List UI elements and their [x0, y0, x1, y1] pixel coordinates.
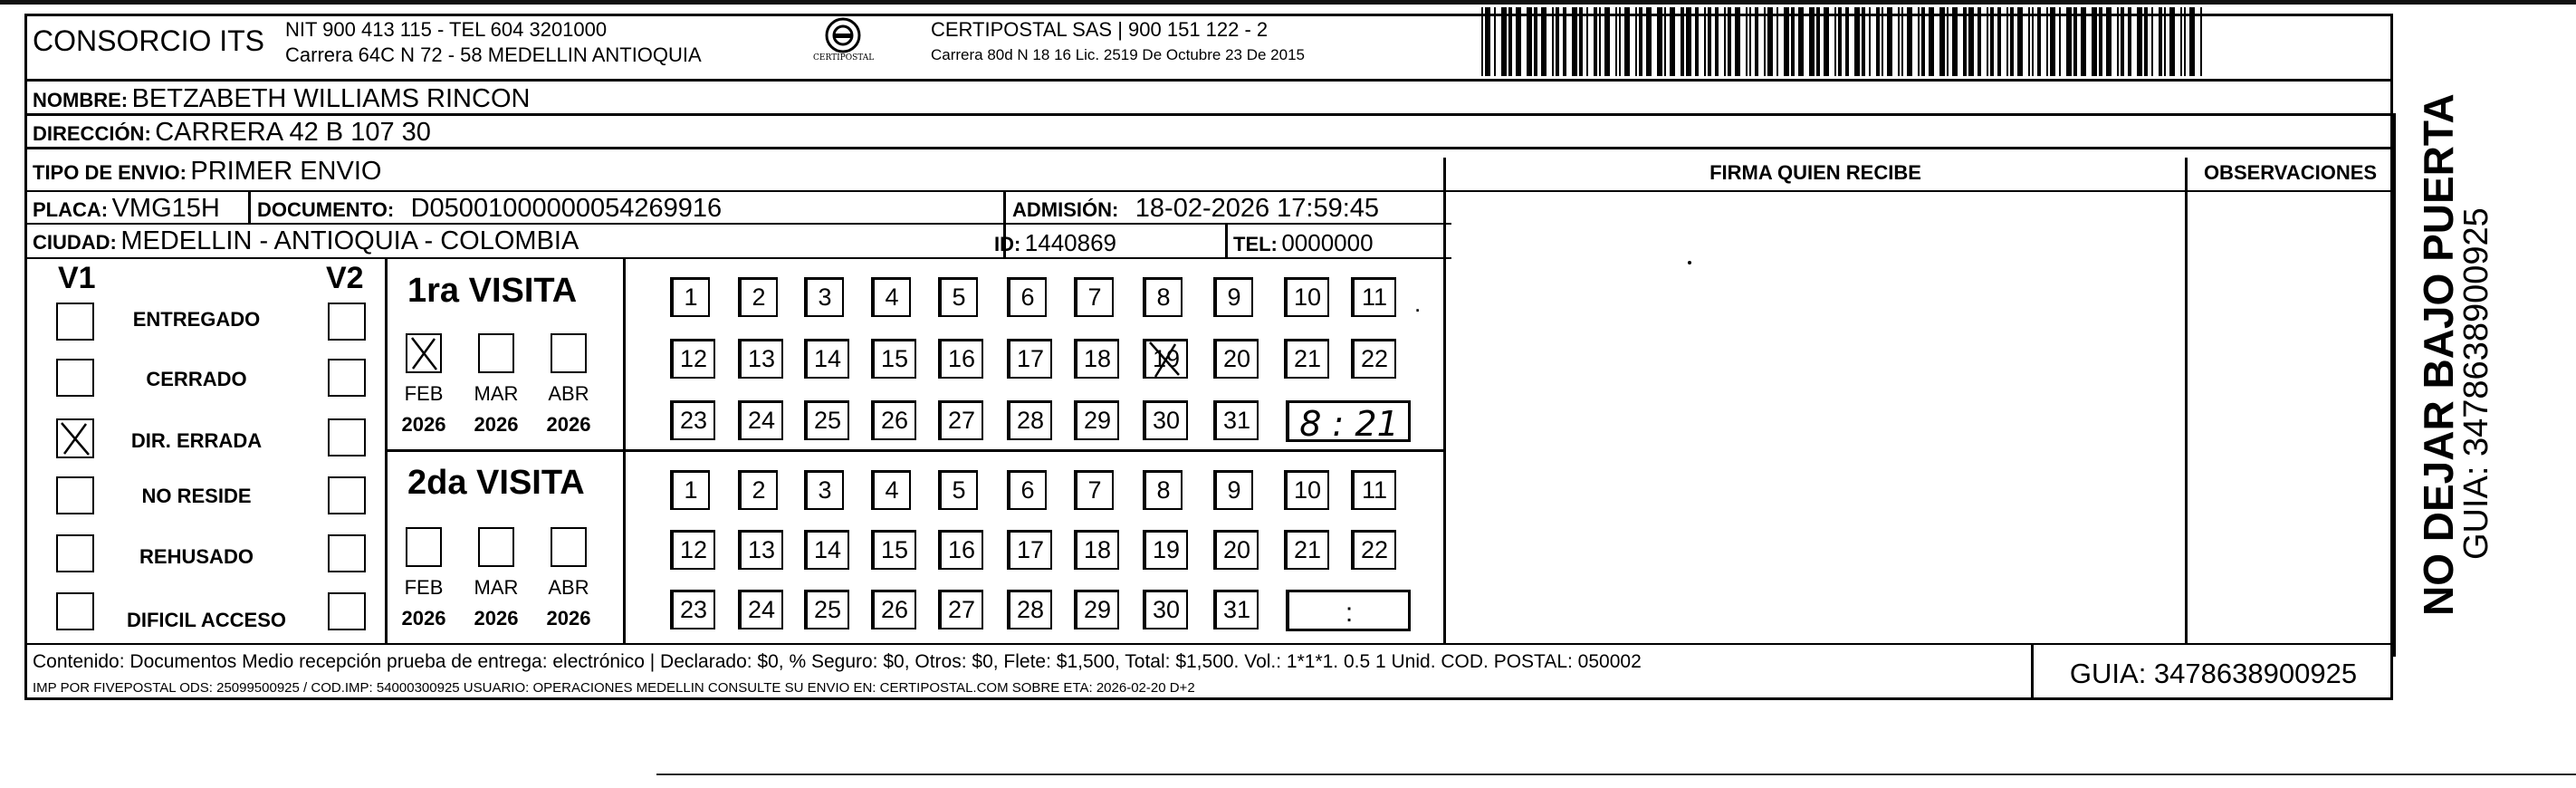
- visit-2-month-feb-checkbox[interactable]: [406, 527, 442, 567]
- barcode-bar: [2081, 7, 2086, 76]
- visit-2-day-3[interactable]: 3: [804, 470, 844, 510]
- barcode-bar: [1563, 7, 1566, 76]
- barcode-bar: [1968, 7, 1974, 76]
- barcode-bar: [1541, 7, 1547, 76]
- documento-value: D05001000000054269916: [410, 194, 723, 223]
- visit-1-day-6[interactable]: 6: [1007, 277, 1047, 317]
- row-line: [24, 79, 2393, 82]
- row-line: [24, 147, 2393, 149]
- visit-1-day-3[interactable]: 3: [804, 277, 844, 317]
- v2-checkbox-dir-errada[interactable]: [328, 418, 366, 456]
- barcode-bar: [1724, 7, 1726, 76]
- visit-1-month-mar: MAR: [474, 382, 519, 405]
- status-label: NO RESIDE: [141, 485, 252, 507]
- day-mark-icon: [1143, 339, 1188, 379]
- visit-2-month-mar-checkbox[interactable]: [478, 527, 514, 567]
- barcode-bar: [1728, 7, 1731, 76]
- barcode-bar: [2066, 7, 2072, 76]
- v1-checkbox-dir-errada[interactable]: [56, 418, 94, 458]
- visit-2-day-5[interactable]: 5: [938, 470, 978, 510]
- tipo-envio-value: PRIMER ENVIO: [190, 157, 382, 186]
- status-label: CERRADO: [146, 368, 247, 390]
- visit-1-day-30[interactable]: 30: [1143, 400, 1188, 440]
- visit-1-day-18[interactable]: 18: [1074, 339, 1119, 379]
- v1-checkbox-rehusado[interactable]: [56, 534, 94, 572]
- barcode-bar: [1599, 7, 1601, 76]
- v1-label: V1: [58, 261, 96, 295]
- visit-1-day-4[interactable]: 4: [871, 277, 911, 317]
- v2-checkbox-rehusado[interactable]: [328, 534, 366, 572]
- visit-2-year-mar: 2026: [474, 607, 519, 629]
- barcode-bar: [1809, 7, 1815, 76]
- v1-checkbox-cerrado[interactable]: [56, 359, 94, 397]
- visit-2-day-1[interactable]: 1: [670, 470, 710, 510]
- visit-2-day-15[interactable]: 15: [871, 530, 916, 570]
- barcode-bar: [1764, 7, 1766, 76]
- barcode-bar: [1997, 7, 2001, 76]
- firma-header: FIRMA QUIEN RECIBE: [1709, 161, 1921, 184]
- visit-2-day-26[interactable]: 26: [871, 590, 916, 629]
- barcode-bar: [1776, 7, 1778, 76]
- v2-checkbox-no-reside[interactable]: [328, 476, 366, 514]
- barcode-bar: [2073, 7, 2077, 76]
- placa-value: VMG15H: [111, 194, 220, 223]
- v2-checkbox-entregado[interactable]: [328, 303, 366, 341]
- visit-1-day-26[interactable]: 26: [871, 400, 916, 440]
- barcode-bar: [2028, 7, 2030, 76]
- barcode-bar: [1594, 7, 1597, 76]
- visit-1-month-feb: FEB: [404, 382, 444, 405]
- barcode-bar: [1834, 7, 1836, 76]
- barcode-bar: [1494, 7, 1496, 76]
- barcode-bar: [2144, 7, 2148, 76]
- barcode-bar: [2200, 7, 2202, 76]
- barcode-bar: [1990, 7, 1994, 76]
- v2-label: V2: [326, 261, 364, 295]
- barcode-bar: [1556, 7, 1559, 76]
- barcode-bar: [1939, 7, 1945, 76]
- barcode-bar: [1646, 7, 1652, 76]
- cell-divider: [1225, 225, 1228, 259]
- company-address: Carrera 64C N 72 - 58 MEDELLIN ANTIOQUIA: [285, 43, 702, 66]
- courier-address: Carrera 80d N 18 16 Lic. 2519 De Octubre 23 De 2015: [931, 46, 1305, 63]
- visit-1-day-31[interactable]: 31: [1213, 400, 1259, 440]
- barcode-bar: [1907, 7, 1912, 76]
- visit-2-day-19[interactable]: 19: [1143, 530, 1188, 570]
- barcode-bar: [1845, 7, 1849, 76]
- barcode-bar: [2050, 7, 2055, 76]
- visit-1-day-28[interactable]: 28: [1007, 400, 1052, 440]
- visit-1-day-8[interactable]: 8: [1143, 277, 1183, 317]
- barcode-bar: [1615, 7, 1617, 76]
- visit-1-month-feb-checkbox[interactable]: [406, 333, 442, 373]
- barcode-bar: [2106, 7, 2112, 76]
- visit-2-month-feb: FEB: [404, 576, 444, 599]
- admision-label: ADMISIÓN:: [1012, 198, 1119, 221]
- barcode-bar: [1882, 7, 1883, 76]
- barcode-bar: [1887, 7, 1892, 76]
- v1-checkbox-dificil-acceso[interactable]: [56, 592, 94, 630]
- visit-2-day-21[interactable]: 21: [1284, 530, 1329, 570]
- barcode-bar: [1987, 7, 1988, 76]
- barcode-bar: [1816, 7, 1820, 76]
- visit-1-day-9[interactable]: 9: [1213, 277, 1253, 317]
- barcode-bar: [1534, 7, 1537, 76]
- barcode-bar: [2059, 7, 2061, 76]
- visit-1-day-11[interactable]: 11: [1351, 277, 1396, 317]
- barcode-bar: [1918, 7, 1920, 76]
- barcode-bar: [1704, 7, 1706, 76]
- barcode-bar: [1527, 7, 1532, 76]
- barcode-bar: [1901, 7, 1903, 76]
- barcode-bar: [2164, 7, 2166, 76]
- barcode-bar: [2017, 7, 2023, 76]
- status-label: DIFICIL ACCESO: [126, 609, 286, 631]
- certipostal-logo-icon: [813, 16, 873, 71]
- visit-1-day-15[interactable]: 15: [871, 339, 916, 379]
- barcode-bar: [1876, 7, 1880, 76]
- bottom-line: [656, 774, 2576, 775]
- barcode-bar: [2184, 7, 2186, 76]
- barcode-bar: [2099, 7, 2102, 76]
- barcode-bar: [1749, 7, 1751, 76]
- barcode-bar: [1604, 7, 1610, 76]
- row-line: [24, 643, 2393, 645]
- barcode-bar: [1824, 7, 1829, 76]
- visit-2-title: 2da VISITA: [407, 464, 585, 502]
- logo-text: CERTIPOSTAL: [813, 53, 875, 62]
- visit-2-month-mar: MAR: [474, 576, 519, 599]
- side-warning: NO DEJAR BAJO PUERTA: [2415, 93, 2462, 616]
- visit-2-day-28[interactable]: 28: [1007, 590, 1052, 629]
- documento-label: DOCUMENTO:: [257, 198, 395, 221]
- visit-1-day-10[interactable]: 10: [1284, 277, 1329, 317]
- barcode-bar: [2180, 7, 2182, 76]
- tel-label: TEL:: [1233, 233, 1278, 255]
- footer-guia-box: GUIA: 3478638900925: [2069, 658, 2358, 689]
- company-nit: NIT 900 413 115 - TEL 604 3201000: [285, 18, 608, 41]
- visit-2-day-4[interactable]: 4: [871, 470, 911, 510]
- row-line: [24, 190, 2393, 192]
- visit-1-dot: .: [1414, 290, 1422, 317]
- visit-2-time-box[interactable]: [1286, 590, 1411, 631]
- visit-1-month-mar-checkbox[interactable]: [478, 333, 514, 373]
- visit-2-day-8[interactable]: 8: [1143, 470, 1183, 510]
- column-divider: [1443, 158, 1446, 643]
- visit-2-year-feb: 2026: [401, 607, 446, 629]
- barcode-bar: [2169, 7, 2175, 76]
- visit-2-day-11[interactable]: 11: [1351, 470, 1396, 510]
- ciudad-label: CIUDAD:: [33, 231, 117, 254]
- certipostal-logo: [813, 16, 873, 71]
- direccion-value: CARRERA 42 B 107 30: [155, 118, 431, 147]
- barcode-bar: [1619, 7, 1621, 76]
- visit-1-day-5[interactable]: 5: [938, 277, 978, 317]
- barcode-bar: [2032, 7, 2034, 76]
- visit-2-day-2[interactable]: 2: [738, 470, 778, 510]
- barcode-bar: [1639, 7, 1642, 76]
- status-label: ENTREGADO: [132, 308, 261, 331]
- barcode-bar: [2121, 7, 2124, 76]
- visit-2-day-25[interactable]: 25: [804, 590, 849, 629]
- v2-checkbox-cerrado[interactable]: [328, 359, 366, 397]
- barcode-bar: [1481, 7, 1483, 76]
- visit-1-day-23[interactable]: 23: [670, 400, 715, 440]
- side-guia: GUIA: 3478638900925: [2457, 207, 2495, 560]
- visit-2-day-23[interactable]: 23: [670, 590, 715, 629]
- barcode-bar: [1695, 7, 1699, 76]
- barcode-bar: [1670, 7, 1675, 76]
- status-label: REHUSADO: [139, 545, 254, 568]
- barcode-bar: [2006, 7, 2008, 76]
- footer-print-line: IMP POR FIVEPOSTAL ODS: 25099500925 / COD.IMP: 54000300925 USUARIO: OPERACIONES MEDELLIN CONSULTE SU ENVIO EN: CERTIPOSTAL.COM SOBRE ETA: 2026-02-20 D+2: [33, 680, 1195, 696]
- visit-1-day-7[interactable]: 7: [1074, 277, 1114, 317]
- visit-2-day-10[interactable]: 10: [1284, 470, 1329, 510]
- column-divider: [2393, 113, 2396, 657]
- visit-1-year-feb: 2026: [401, 413, 446, 436]
- status-label: DIR. ERRADA: [130, 429, 263, 452]
- visit-1-year-abr: 2026: [546, 413, 591, 436]
- visit-1-title: 1ra VISITA: [407, 272, 578, 310]
- barcode-bar: [1572, 7, 1577, 76]
- barcode-bar: [1624, 7, 1630, 76]
- barcode-bar: [1735, 7, 1740, 76]
- visit-2-day-29[interactable]: 29: [1074, 590, 1119, 629]
- visit-1-time: 8 : 21: [1299, 404, 1399, 444]
- visit-1-day-14[interactable]: 14: [804, 339, 849, 379]
- visit-2-month-abr: ABR: [548, 576, 589, 599]
- barcode-bar: [1854, 7, 1860, 76]
- visit-2-day-6[interactable]: 6: [1007, 470, 1047, 510]
- visit-2-day-22[interactable]: 22: [1351, 530, 1396, 570]
- visit-2-day-20[interactable]: 20: [1213, 530, 1259, 570]
- barcode-bar: [2128, 7, 2131, 76]
- barcode-bar: [1862, 7, 1865, 76]
- visit-2-day-14[interactable]: 14: [804, 530, 849, 570]
- barcode-bar: [1755, 7, 1758, 76]
- barcode-bar: [1921, 7, 1925, 76]
- barcode-bar: [1586, 7, 1588, 76]
- courier-name: CERTIPOSTAL SAS | 900 151 122 - 2: [931, 18, 1269, 41]
- observaciones-header: OBSERVACIONES: [2203, 161, 2378, 184]
- visit-2-day-27[interactable]: 27: [938, 590, 983, 629]
- visit-2-day-13[interactable]: 13: [738, 530, 783, 570]
- nombre-value: BETZABETH WILLIAMS RINCON: [131, 84, 531, 113]
- visit-1-day-1[interactable]: 1: [670, 277, 710, 317]
- visit-1-year-mar: 2026: [474, 413, 519, 436]
- check-x-icon: [407, 335, 440, 371]
- barcode-bar: [1798, 7, 1804, 76]
- visit-1-day-19[interactable]: 19: [1143, 339, 1188, 379]
- visit-2-day-24[interactable]: 24: [738, 590, 783, 629]
- visit-2-day-31[interactable]: 31: [1213, 590, 1259, 629]
- visit-1-day-13[interactable]: 13: [738, 339, 783, 379]
- barcode-bar: [1838, 7, 1842, 76]
- barcode-bar: [1708, 7, 1711, 76]
- visit-2-day-18[interactable]: 18: [1074, 530, 1119, 570]
- barcode-bar: [1952, 7, 1958, 76]
- footer-content-line: Contenido: Documentos Medio recepción prueba de entrega: electrónico | Declarado: $0, % Seguro: $0, Otros: $0, Flete: $1,500, Total: $1,500. Vol.: 1*1*1. 0.5 1 Unid. COD. POSTAL: 050002: [33, 651, 1642, 672]
- visit-1-day-20[interactable]: 20: [1213, 339, 1259, 379]
- barcode-bar: [2046, 7, 2048, 76]
- barcode-bar: [1657, 7, 1662, 76]
- row-line: [24, 257, 1451, 259]
- visit-1-time-box[interactable]: [1286, 400, 1411, 442]
- barcode-bar: [1977, 7, 1981, 76]
- direccion-label: DIRECCIÓN:: [33, 122, 151, 145]
- barcode-bar: [1715, 7, 1719, 76]
- barcode-bar: [1898, 7, 1900, 76]
- v1-checkbox-no-reside[interactable]: [56, 476, 94, 514]
- visit-1-day-12[interactable]: 12: [670, 339, 715, 379]
- barcode-bar: [1791, 7, 1795, 76]
- barcode-bar: [1579, 7, 1583, 76]
- barcode-bar: [1869, 7, 1871, 76]
- visit-1-month-abr-checkbox[interactable]: [551, 333, 587, 373]
- visit-2-day-7[interactable]: 7: [1074, 470, 1114, 510]
- barcode-bar: [1635, 7, 1637, 76]
- barcode-bar: [2010, 7, 2014, 76]
- barcode-bar: [1767, 7, 1773, 76]
- barcode-bar: [2117, 7, 2119, 76]
- check-x-icon: [58, 420, 92, 456]
- visit-1-day-2[interactable]: 2: [738, 277, 778, 317]
- barcode-bar: [1686, 7, 1691, 76]
- visit-2-day-12[interactable]: 12: [670, 530, 715, 570]
- visit-1-day-25[interactable]: 25: [804, 400, 849, 440]
- visit-2-time: :: [1345, 598, 1354, 628]
- barcode-bar: [1552, 7, 1554, 76]
- barcode-bar: [1963, 7, 1967, 76]
- company-name: CONSORCIO ITS: [33, 24, 265, 57]
- visit-2-day-17[interactable]: 17: [1007, 530, 1052, 570]
- visit-1-day-17[interactable]: 17: [1007, 339, 1052, 379]
- barcode-bar: [1681, 7, 1684, 76]
- row-line: [24, 113, 2393, 116]
- v1-checkbox-entregado[interactable]: [56, 303, 94, 341]
- barcode-bar: [1508, 7, 1512, 76]
- visit-1-day-27[interactable]: 27: [938, 400, 983, 440]
- v2-checkbox-dificil-acceso[interactable]: [328, 592, 366, 630]
- visit-1-day-22[interactable]: 22: [1351, 339, 1396, 379]
- tipo-envio-label: TIPO DE ENVIO:: [33, 161, 187, 184]
- barcode-bar: [1516, 7, 1521, 76]
- column-divider: [2185, 158, 2188, 643]
- visit-2-month-abr-checkbox[interactable]: [551, 527, 587, 567]
- barcode-bar: [2159, 7, 2162, 76]
- visit-1-day-24[interactable]: 24: [738, 400, 783, 440]
- visit-2-day-9[interactable]: 9: [1213, 470, 1253, 510]
- admision-value: 18-02-2026 17:59:45: [1135, 194, 1380, 223]
- barcode-bar: [1664, 7, 1666, 76]
- id-label: ID:: [994, 233, 1021, 255]
- barcode-icon: [1481, 7, 2206, 76]
- barcode-bar: [1485, 7, 1490, 76]
- placa-label: PLACA:: [33, 198, 109, 221]
- ciudad-value: MEDELLIN - ANTIOQUIA - COLOMBIA: [120, 226, 579, 255]
- visit-1-day-21[interactable]: 21: [1284, 339, 1329, 379]
- visit-1-day-16[interactable]: 16: [938, 339, 983, 379]
- tel-value: 0000000: [1281, 229, 1374, 256]
- visit-2-day-16[interactable]: 16: [938, 530, 983, 570]
- barcode-bar: [2151, 7, 2153, 76]
- barcode-bar: [1947, 7, 1949, 76]
- visit-2-year-abr: 2026: [546, 607, 591, 629]
- barcode-bar: [2137, 7, 2142, 76]
- barcode-bar: [2037, 7, 2041, 76]
- nombre-label: NOMBRE:: [33, 89, 129, 111]
- visit-1-day-29[interactable]: 29: [1074, 400, 1119, 440]
- barcode-bar: [1501, 7, 1507, 76]
- barcode-bar: [2092, 7, 2097, 76]
- barcode-bar: [1746, 7, 1748, 76]
- cell-divider: [248, 192, 251, 223]
- barcode-bar: [1784, 7, 1789, 76]
- top-border-line: [0, 0, 2576, 5]
- barcode-bar: [2189, 7, 2195, 76]
- visit-2-day-30[interactable]: 30: [1143, 590, 1188, 629]
- form-frame: [24, 14, 2393, 700]
- barcode-bar: [1929, 7, 1934, 76]
- row-line: [24, 223, 1451, 225]
- barcode: [1481, 7, 2206, 76]
- visit-divider: [385, 449, 1444, 452]
- id-value: 1440869: [1024, 229, 1117, 256]
- visit-1-month-abr: ABR: [548, 382, 589, 405]
- signature-dot: [1688, 261, 1691, 264]
